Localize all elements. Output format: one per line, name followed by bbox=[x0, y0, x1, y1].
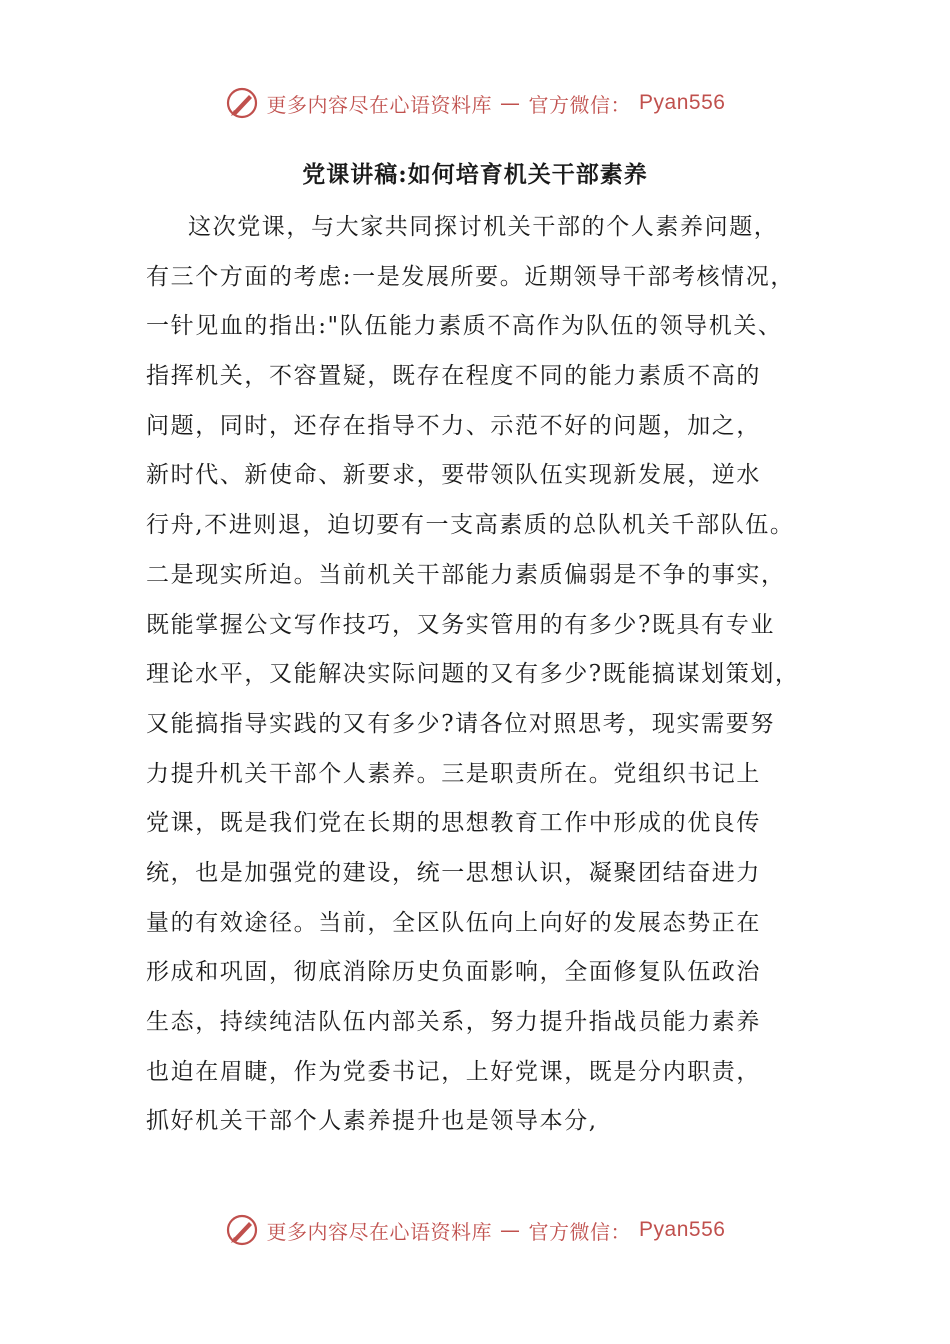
banner-wechat-id: Pyan556 bbox=[639, 91, 726, 114]
pen-circle-logo-icon bbox=[225, 1213, 259, 1247]
body-line: 也迫在眉睫，作为党委书记，上好党课，既是分内职责， bbox=[146, 1058, 761, 1085]
body-line: 党课，既是我们党在长期的思想教育工作中形成的优良传 bbox=[146, 810, 761, 837]
body-line: 又能搞指导实践的又有多少?请各位对照思考，现实需要努 bbox=[146, 710, 775, 737]
body-line: 这次党课，与大家共同探讨机关干部的个人素养问题， bbox=[188, 214, 779, 240]
banner-wechat-label: 官方微信： bbox=[528, 92, 632, 117]
banner-separator: — bbox=[500, 1218, 521, 1242]
body-line: 新时代、新使命、新要求，要带领队伍实现新发展，逆水 bbox=[146, 462, 761, 489]
banner-brand-text: 更多内容尽在心语资料库 bbox=[266, 92, 493, 117]
document-body bbox=[146, 210, 818, 1154]
body-line: 二是现实所迫。当前机关干部能力素质偏弱是不争的事实， bbox=[146, 561, 786, 588]
body-line: 抓好机关干部个人素养提升也是领导本分, bbox=[146, 1108, 598, 1135]
body-line: 有三个方面的考虑:一是发展所要。近期领导干部考核情况， bbox=[146, 263, 795, 290]
body-line: 理论水平，又能解决实际问题的又有多少?既能搞谋划策划， bbox=[146, 661, 800, 688]
body-line: 一针见血的指出:"队伍能力素质不高作为队伍的领导机关、 bbox=[146, 313, 783, 340]
body-line: 行舟,不进则退，迫切要有一支高素质的总队机关千部队伍。 bbox=[146, 512, 795, 539]
body-line: 问题，同时，还存在指导不力、示范不好的问题，加之， bbox=[146, 412, 761, 439]
document-title: 党课讲稿:如何培育机关干部素养 bbox=[302, 161, 648, 188]
banner-brand-text: 更多内容尽在心语资料库 bbox=[266, 1219, 493, 1244]
body-line: 量的有效途径。当前，全区队伍向上向好的发展态势正在 bbox=[146, 909, 761, 936]
banner-wechat-label: 官方微信： bbox=[528, 1219, 632, 1244]
body-line: 形成和巩固，彻底消除历史负面影响，全面修复队伍政治 bbox=[146, 959, 761, 986]
body-line: 指挥机关，不容置疑，既存在程度不同的能力素质不高的 bbox=[146, 363, 761, 390]
header-banner bbox=[0, 86, 950, 120]
body-line: 生态，持续纯洁队伍内部关系，努力提升指战员能力素养 bbox=[146, 1009, 761, 1035]
body-line: 统，也是加强党的建设，统一思想认识，凝聚团结奋进力 bbox=[146, 859, 761, 886]
pen-circle-logo-icon bbox=[225, 86, 259, 120]
body-line: 既能掌握公文写作技巧，又务实管用的有多少?既具有专业 bbox=[146, 611, 775, 638]
footer-banner bbox=[0, 1213, 950, 1247]
banner-separator: — bbox=[500, 91, 521, 115]
banner-wechat-id: Pyan556 bbox=[639, 1218, 726, 1241]
body-line: 力提升机关干部个人素养。三是职责所在。党组织书记上 bbox=[146, 760, 761, 787]
